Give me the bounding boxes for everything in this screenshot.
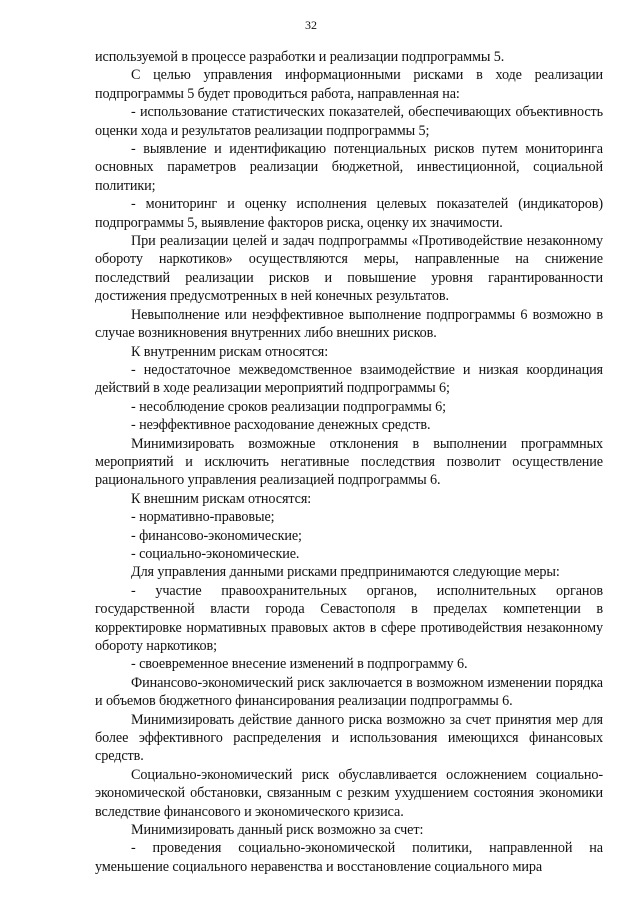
list-item: - выявление и идентификацию потенциальных рисков путем мониторинга основных параметров реализации бюджетной, инвестиционной, социальной политики; — [95, 141, 603, 194]
list-item: - участие правоохранительных органов, исполнительных органов государственной власти города Севастополя в пределах компетенции в корректировке нормативных правовых актов в сфере противодействия незаконному обороту наркотиков; — [95, 582, 603, 654]
list-item: - неэффективное расходование денежных средств. — [131, 417, 431, 434]
document-body — [95, 48, 603, 876]
list-item: - мониторинг и оценку исполнения целевых показателей (индикаторов) подпрограммы 5, выявление факторов риска, оценку их значимости. — [95, 196, 603, 231]
list-item: - социально-экономические. — [131, 545, 300, 562]
list-item: - финансово-экономические; — [131, 527, 302, 544]
list-item: - недостаточное межведомственное взаимодействие и низкая координация действий в ходе реализации мероприятий подпрограммы 6; — [95, 361, 603, 397]
paragraph: С целью управления информационными рисками в ходе реализации подпрограммы 5 будет проводиться работа, направленная на: — [95, 67, 603, 102]
paragraph: Невыполнение или неэффективное выполнение подпрограммы 6 возможно в случае возникновения внутренних либо внешних рисков. — [95, 306, 603, 342]
paragraph: Социально-экономический риск обуславливается осложнением социально-экономической обстановки, связанным с резким ухудшением состояния экономики вследствие финансового и экономического кризиса. — [95, 766, 603, 820]
list-item: - нормативно-правовые; — [131, 509, 275, 526]
list-item: - проведения социально-экономической политики, направленной на уменьшение социального неравенства и восстановление социального мира — [95, 840, 603, 875]
paragraph: Минимизировать возможные отклонения в выполнении программных мероприятий и исключить негативные последствия позволит осуществление рационального управления реализацией подпрограммы 6. — [95, 435, 603, 489]
paragraph: используемой в процессе разработки и реализации подпрограммы 5. — [95, 49, 505, 65]
list-item: - использование статистических показателей, обеспечивающих объективность оценки хода и результатов реализации подпрограммы 5; — [95, 104, 603, 139]
paragraph: Финансово-экономический риск заключается в возможном изменении порядка и объемов бюджетного финансирования реализации подпрограммы 6. — [95, 674, 603, 710]
page-number: 32 — [305, 18, 317, 32]
list-item: - несоблюдение сроков реализации подпрограммы 6; — [131, 398, 446, 415]
paragraph: К внешним рискам относятся: — [131, 490, 312, 507]
list-item: - своевременное внесение изменений в подпрограмму 6. — [131, 656, 468, 673]
paragraph: Минимизировать действие данного риска возможно за счет принятия мер для более эффективного распределения и использования имеющихся финансовых средств. — [95, 711, 603, 765]
paragraph: Минимизировать данный риск возможно за счет: — [131, 822, 424, 839]
paragraph: При реализации целей и задач подпрограммы «Противодействие незаконному обороту наркотиков» осуществляются меры, направленные на снижение последствий реализации рисков и повышение уровня гарантированности достижения предусмотренных в ней конечных результатов. — [95, 233, 603, 305]
paragraph: К внутренним рискам относятся: — [131, 343, 329, 360]
paragraph: Для управления данными рисками предпринимаются следующие меры: — [131, 564, 560, 581]
